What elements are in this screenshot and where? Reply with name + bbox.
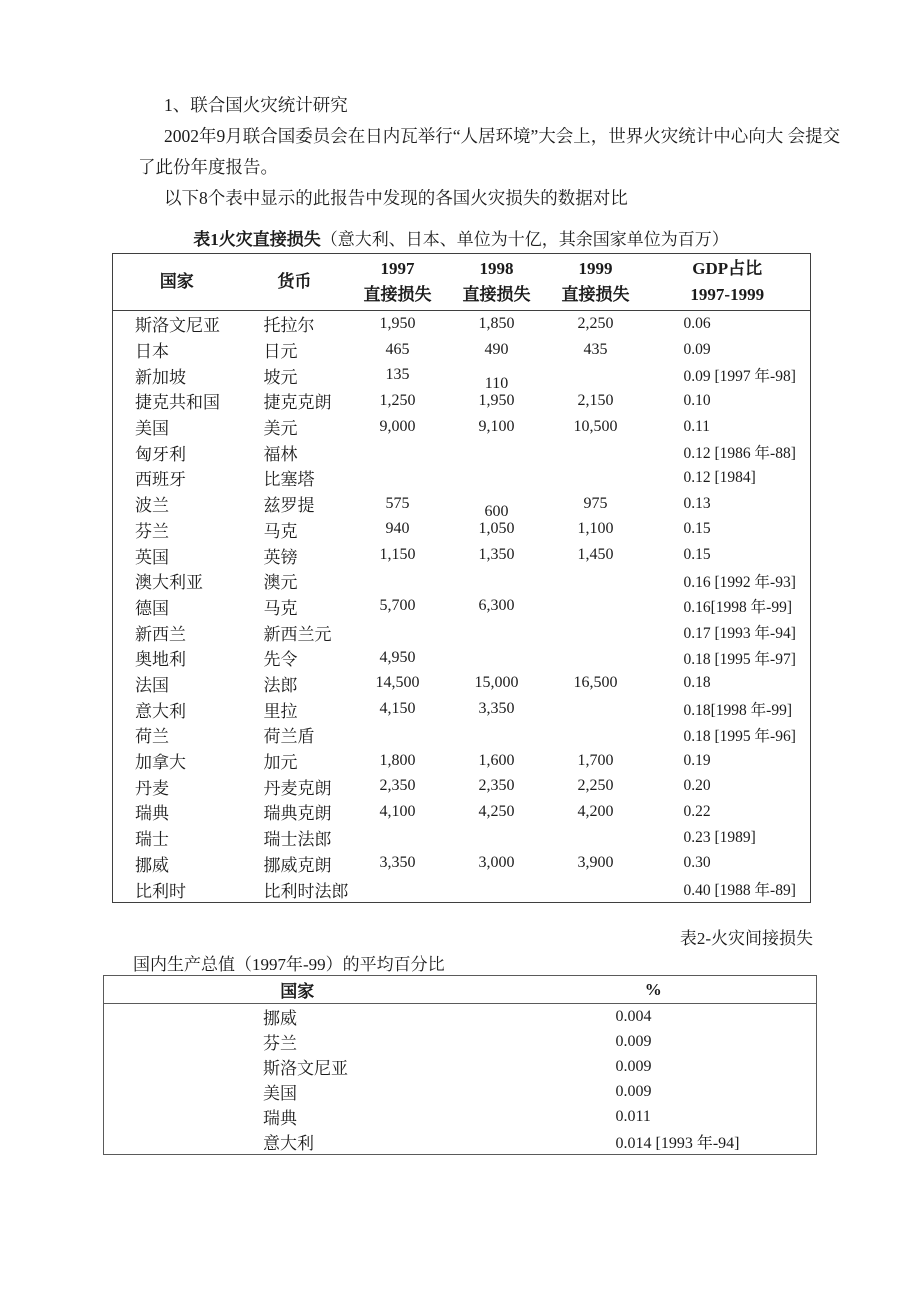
loss-1998-cell: 9,100 — [478, 417, 515, 435]
country-cell: 瑞士 — [135, 830, 169, 850]
loss-1998-cell: 1,950 — [478, 391, 515, 409]
loss-1997-year: 1997 — [380, 259, 415, 278]
loss-1997-cell: 3,350 — [379, 854, 416, 872]
loss-1999-cell — [547, 362, 645, 388]
loss-1999-cell — [547, 568, 645, 594]
loss-1998-cell: 1,600 — [478, 751, 515, 769]
loss-1998-header — [447, 254, 547, 311]
gdp-share-cell: 0.06 — [683, 314, 711, 332]
percent-header — [491, 976, 817, 1004]
loss-1999-cell — [547, 876, 645, 902]
gdp-share-cell: 0.09 [1997 年-98] — [683, 368, 796, 386]
loss-1999-cell — [547, 439, 645, 465]
intro-paragraphs — [138, 90, 848, 214]
table2-subtitle: 国内生产总值（1997年-99）的平均百分比 — [133, 955, 445, 974]
gdp-share-cell: 0.12 [1986 年-88] — [683, 445, 796, 463]
loss-1997-label: 直接损失 — [363, 285, 432, 304]
country-cell: 荷兰 — [135, 727, 169, 747]
loss-1997-cell: 940 — [385, 520, 410, 538]
loss-1999-cell — [547, 619, 645, 645]
country-cell: 英国 — [135, 547, 169, 567]
loss-1999-cell: 2,250 — [577, 314, 614, 332]
loss-1999-cell: 10,500 — [573, 417, 618, 435]
country-header — [113, 254, 241, 311]
indirect-loss-table — [103, 975, 817, 1155]
currency-cell: 坡元 — [263, 367, 298, 387]
country-cell: 瑞典 — [263, 1109, 297, 1128]
table-row — [104, 1004, 817, 1030]
percent-cell: 0.009 — [615, 1032, 652, 1050]
currency-cell: 先令 — [263, 650, 298, 670]
country-cell: 芬兰 — [263, 1034, 297, 1053]
gdp-share-cell: 0.20 — [683, 777, 711, 795]
country-cell: 丹麦 — [135, 778, 169, 798]
gdp-share-cell: 0.40 [1988 年-89] — [683, 882, 796, 900]
loss-1998-cell — [447, 465, 547, 491]
table-row — [113, 696, 811, 722]
table-row — [104, 1029, 817, 1054]
loss-1999-cell: 1,450 — [577, 546, 614, 564]
currency-cell: 比利时法郎 — [263, 881, 349, 901]
currency-cell: 马克 — [263, 521, 298, 541]
percent-cell: 0.004 — [615, 1007, 652, 1025]
gdp-share-cell: 0.22 — [683, 802, 711, 820]
table-row — [113, 850, 811, 876]
currency-cell: 加元 — [263, 753, 298, 773]
gdp-share-cell: 0.16 [1992 年-93] — [683, 573, 796, 591]
country-cell: 美国 — [263, 1084, 297, 1103]
currency-cell: 瑞士法郎 — [263, 830, 332, 850]
country-cell: 法国 — [135, 675, 169, 695]
loss-1997-cell: 1,150 — [379, 546, 416, 564]
gdp-share-label: GDP占比 — [692, 259, 763, 278]
gdp-share-cell: 0.15 — [683, 520, 711, 538]
gdp-share-cell: 0.09 — [683, 340, 711, 358]
loss-1998-cell — [447, 876, 547, 902]
loss-1999-cell: 1,100 — [577, 520, 614, 538]
country-cell: 日本 — [135, 342, 169, 362]
currency-cell: 新西兰元 — [263, 624, 332, 644]
currency-cell: 托拉尔 — [263, 316, 315, 336]
table-row — [104, 1079, 817, 1104]
table-row — [113, 748, 811, 774]
loss-1999-label: 直接损失 — [561, 285, 630, 304]
country-cell: 新加坡 — [135, 367, 186, 387]
currency-cell: 里拉 — [263, 701, 298, 721]
loss-1997-cell: 4,100 — [379, 802, 416, 820]
country-cell: 匈牙利 — [135, 444, 186, 464]
country-cell: 比利时 — [135, 881, 186, 901]
currency-cell: 马克 — [263, 598, 298, 618]
country-cell: 意大利 — [263, 1134, 314, 1153]
percent-cell: 0.011 — [615, 1107, 651, 1125]
loss-1999-cell — [547, 465, 645, 491]
loss-1998-cell: 1,350 — [478, 546, 515, 564]
loss-1998-cell: 1,850 — [478, 314, 515, 332]
loss-1997-cell: 5,700 — [379, 597, 416, 615]
country-header — [104, 976, 491, 1004]
gdp-share-cell: 0.18 — [683, 674, 711, 692]
loss-1997-cell — [349, 465, 447, 491]
loss-1999-cell: 1,700 — [577, 751, 614, 769]
loss-1998-cell: 15,000 — [474, 674, 519, 692]
gdp-share-cell: 0.18[1998 年-99] — [683, 702, 792, 720]
loss-1997-cell — [349, 722, 447, 748]
loss-1997-cell: 575 — [385, 494, 410, 512]
tables-note-paragraph: 以下8个表中显示的此报告中发现的各国火灾损失的数据对比 — [164, 188, 628, 208]
currency-cell: 兹罗提 — [263, 496, 315, 516]
country-cell: 加拿大 — [135, 753, 186, 773]
country-cell: 瑞典 — [135, 804, 169, 824]
gdp-share-years: 1997-1999 — [690, 285, 765, 304]
loss-1997-header — [349, 254, 447, 311]
table-row — [113, 362, 811, 388]
table-row — [113, 542, 811, 568]
table1-caption-note: （意大利、日本、单位为十亿，其余国家单位为百万） — [320, 230, 729, 249]
loss-1999-cell — [547, 722, 645, 748]
table1-header-row — [113, 254, 811, 311]
loss-1999-cell — [547, 645, 645, 671]
currency-cell: 捷克克朗 — [263, 393, 332, 413]
table-row — [113, 594, 811, 620]
table-row — [104, 1104, 817, 1129]
loss-1998-cell — [447, 645, 547, 671]
currency-cell: 澳元 — [263, 573, 298, 593]
table-row — [113, 465, 811, 491]
loss-1997-cell: 1,800 — [379, 751, 416, 769]
direct-loss-table-body — [113, 311, 811, 903]
gdp-share-cell: 0.16[1998 年-99] — [683, 599, 792, 617]
table-row — [113, 773, 811, 799]
currency-cell: 瑞典克朗 — [263, 804, 332, 824]
loss-1997-cell: 465 — [385, 340, 410, 358]
table1-caption — [112, 229, 810, 251]
currency-cell: 福林 — [263, 444, 298, 464]
gdp-share-cell: 0.17 [1993 年-94] — [683, 625, 796, 643]
currency-cell: 法郎 — [263, 675, 298, 695]
country-header-label: 国家 — [280, 982, 315, 1001]
loss-1998-cell — [447, 568, 547, 594]
loss-1997-cell: 4,150 — [379, 700, 416, 718]
table-row — [113, 645, 811, 671]
loss-1998-cell: 6,300 — [478, 597, 515, 615]
currency-cell: 日元 — [263, 342, 298, 362]
loss-1998-cell: 1,050 — [478, 520, 515, 538]
country-cell: 新西兰 — [135, 624, 186, 644]
loss-1999-cell — [547, 594, 645, 620]
table-row — [113, 568, 811, 594]
loss-1999-cell: 3,900 — [577, 854, 614, 872]
loss-1999-year: 1999 — [578, 259, 613, 278]
loss-1999-cell: 16,500 — [573, 674, 618, 692]
loss-1997-cell — [349, 825, 447, 851]
table-row — [113, 619, 811, 645]
loss-1997-cell — [349, 876, 447, 902]
gdp-share-cell: 0.12 [1984] — [683, 468, 756, 486]
country-cell: 德国 — [135, 598, 169, 618]
table-row — [113, 876, 811, 902]
gdp-share-cell: 0.18 [1995 年-97] — [683, 650, 796, 668]
loss-1997-cell — [349, 439, 447, 465]
loss-1997-cell: 14,500 — [375, 674, 420, 692]
country-header-label: 国家 — [159, 272, 194, 291]
loss-1999-cell: 2,150 — [577, 391, 614, 409]
loss-1998-cell: 3,350 — [478, 700, 515, 718]
gdp-share-header — [645, 254, 811, 311]
currency-cell: 丹麦克朗 — [263, 778, 332, 798]
gdp-share-cell: 0.11 — [683, 417, 711, 435]
loss-1998-cell: 490 — [484, 340, 509, 358]
table-row — [113, 311, 811, 337]
country-cell: 西班牙 — [135, 470, 186, 490]
loss-1997-cell: 9,000 — [379, 417, 416, 435]
country-cell: 捷克共和国 — [135, 393, 220, 413]
section-heading: 1、联合国火灾统计研究 — [164, 95, 348, 115]
loss-1998-cell: 110 — [484, 375, 509, 393]
table-row — [113, 825, 811, 851]
currency-header — [241, 254, 349, 311]
country-cell: 波兰 — [135, 496, 169, 516]
loss-1999-header — [547, 254, 645, 311]
loss-1997-cell: 1,250 — [379, 391, 416, 409]
country-cell: 斯洛文尼亚 — [135, 316, 220, 336]
loss-1999-cell: 435 — [583, 340, 608, 358]
table-row — [113, 722, 811, 748]
loss-1997-cell — [349, 568, 447, 594]
currency-cell: 比塞塔 — [263, 470, 315, 490]
loss-1998-cell — [447, 619, 547, 645]
country-cell: 意大利 — [135, 701, 186, 721]
loss-1999-cell: 975 — [583, 494, 608, 512]
percent-cell: 0.009 — [615, 1057, 652, 1075]
currency-cell: 美元 — [263, 419, 298, 439]
percent-header-label: % — [644, 979, 662, 999]
gdp-share-cell: 0.18 [1995 年-96] — [683, 727, 796, 745]
table-row — [113, 671, 811, 697]
table2-caption: 表2-火灾间接损失 — [679, 929, 813, 948]
loss-1997-cell: 1,950 — [379, 314, 416, 332]
table-row — [104, 1054, 817, 1079]
currency-cell: 荷兰盾 — [263, 727, 315, 747]
loss-1998-year: 1998 — [479, 259, 514, 278]
loss-1999-cell: 4,200 — [577, 802, 614, 820]
gdp-share-cell: 0.15 — [683, 546, 711, 564]
direct-loss-table — [112, 253, 811, 903]
table-row — [113, 799, 811, 825]
country-cell: 挪威 — [263, 1009, 297, 1028]
loss-1998-cell — [447, 439, 547, 465]
country-cell: 美国 — [135, 419, 169, 439]
loss-1998-cell — [447, 825, 547, 851]
loss-1997-cell — [349, 619, 447, 645]
country-cell: 奥地利 — [135, 650, 186, 670]
gdp-share-cell: 0.23 [1989] — [683, 828, 756, 846]
table-row — [113, 414, 811, 440]
intro-paragraph: 2002年9月联合国委员会在日内瓦举行“人居环境”大会上，世界火灾统计中心向大 会提交了此份年度报告。 — [138, 126, 841, 177]
gdp-share-cell: 0.13 — [683, 494, 711, 512]
gdp-share-cell: 0.10 — [683, 391, 711, 409]
loss-1998-cell: 4,250 — [478, 802, 515, 820]
loss-1997-cell: 2,350 — [379, 777, 416, 795]
gdp-share-cell: 0.19 — [683, 751, 711, 769]
table1-caption-main: 表1火灾直接损失 — [193, 230, 321, 249]
loss-1998-cell — [447, 722, 547, 748]
currency-cell: 挪威克朗 — [263, 855, 332, 875]
loss-1998-label: 直接损失 — [462, 285, 531, 304]
loss-1998-cell: 600 — [484, 502, 509, 520]
loss-1997-cell: 135 — [385, 366, 410, 384]
table2-header-row — [104, 976, 817, 1004]
country-cell: 挪威 — [135, 855, 169, 875]
country-cell: 澳大利亚 — [135, 573, 203, 593]
loss-1999-cell: 2,250 — [577, 777, 614, 795]
table-row — [113, 439, 811, 465]
loss-1999-cell — [547, 696, 645, 722]
percent-cell: 0.009 — [615, 1082, 652, 1100]
country-cell: 芬兰 — [135, 521, 169, 541]
table-row — [113, 337, 811, 363]
percent-cell: 0.014 [1993 年-94] — [615, 1135, 740, 1152]
gdp-share-cell: 0.30 — [683, 854, 711, 872]
indirect-loss-table-body — [104, 1004, 817, 1155]
loss-1999-cell — [547, 825, 645, 851]
country-cell: 斯洛文尼亚 — [263, 1059, 348, 1078]
loss-1998-cell: 2,350 — [478, 777, 515, 795]
loss-1998-cell: 3,000 — [478, 854, 515, 872]
currency-header-label: 货币 — [277, 272, 312, 291]
loss-1997-cell: 4,950 — [379, 648, 416, 666]
currency-cell: 英镑 — [263, 547, 298, 567]
table-row — [113, 491, 811, 517]
table-row — [104, 1129, 817, 1155]
